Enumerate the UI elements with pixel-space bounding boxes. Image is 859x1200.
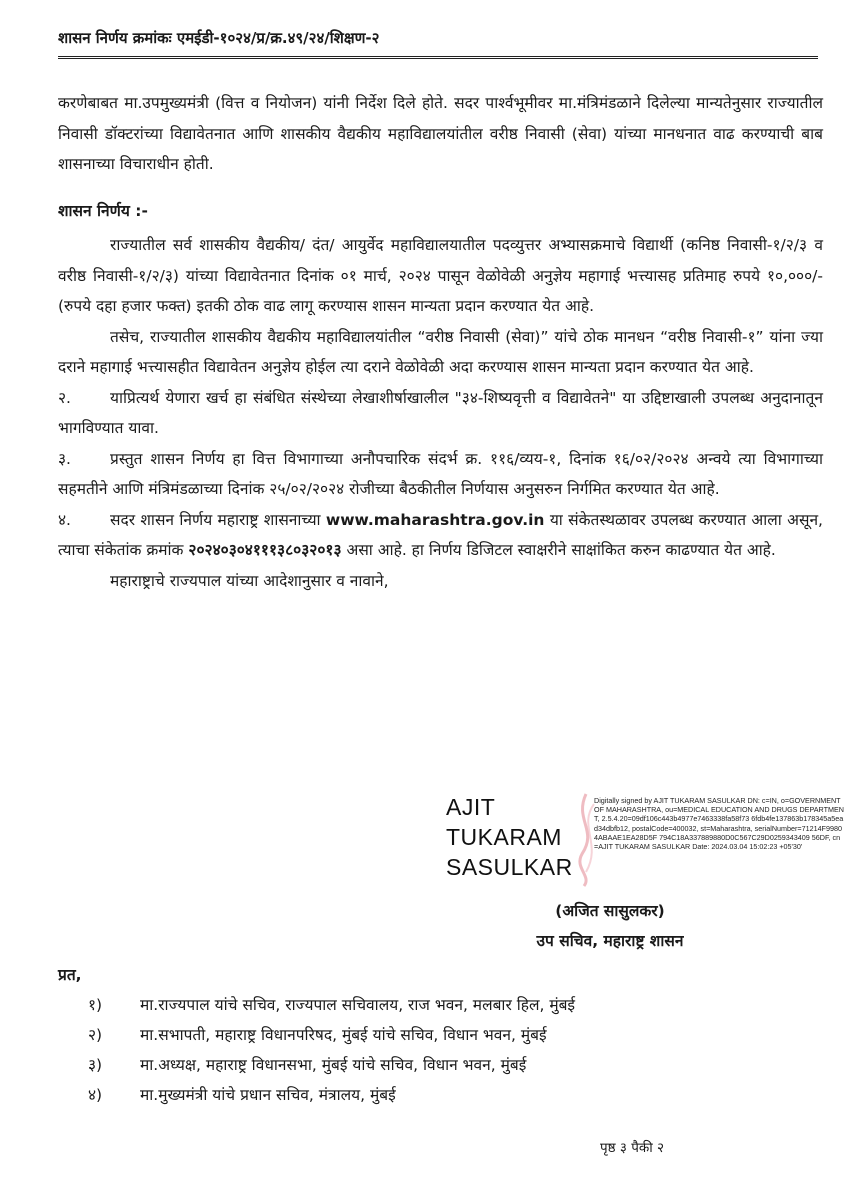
page-number: पृष्ठ ३ पैकी २: [600, 1140, 665, 1156]
item-number: ३.: [58, 449, 71, 468]
decision-item-3: [58, 444, 823, 505]
document-reference-header: शासन निर्णय क्रमांकः एमईडी-१०२४/प्र/क्र.४९/२४/शिक्षण-२: [58, 28, 818, 59]
website-link[interactable]: www.maharashtra.gov.in: [325, 510, 545, 529]
decision-item-4: [58, 505, 823, 566]
list-number: ३): [88, 1056, 103, 1074]
signer-name: [446, 792, 573, 882]
decision-heading: शासन निर्णय :-: [58, 201, 148, 220]
list-number: १): [88, 996, 103, 1014]
decision-paragraph-2: तसेच, राज्यातील शासकीय वैद्यकीय महाविद्यालयांतील “वरीष्ठ निवासी (सेवा)” यांचे ठोक मानधन “वरीष्ठ निवासी-१” यांना ज्या दराने महागाई भत्त्यासहीत विद्यावेतन अनुज्ञेय होईल त्या दराने वेळोवेळी अदा करण्यास शासन मान्यता प्रदान करण्यात येत आहे.: [58, 327, 823, 376]
item-text: या संकेतस्थळावर उपलब्ध करण्यात आला असून, त्याचा संकेतांक क्रमांक: [58, 510, 823, 559]
signatory-name: (अजित सासुलकर): [555, 902, 665, 920]
list-item: [58, 1050, 818, 1080]
item-text: प्रस्तुत शासन निर्णय हा वित्त विभागाच्या अनौपचारिक संदर्भ क्र. ११६/व्यय-१, दिनांक १६/०२/२०२४ अन्वये त्या विभागाच्या सहमतीने आणि मंत्रिमंडळाच्या दिनांक २५/०२/२०२४ रोजीच्या बैठकीतील निर्णयास अनुसरुन निर्गमित करण्यात येत आहे.: [58, 449, 823, 498]
item-text: याप्रित्यर्थ येणारा खर्च हा संबंधित संस्थेच्या लेखाशीर्षाखालील "३४-शिष्यवृत्ती व विद्यावेतने" या उद्दिष्टाखाली उपलब्ध अनुदानातून भागविण्यात यावा.: [58, 388, 823, 437]
list-text: मा.मुख्यमंत्री यांचे प्रधान सचिव, मंत्रालय, मुंबई: [140, 1086, 396, 1104]
signer-name-line: SASULKAR: [446, 854, 573, 880]
decision-item-2: [58, 383, 823, 444]
decision-paragraph-1: राज्यातील सर्व शासकीय वैद्यकीय/ दंत/ आयुर्वेद महाविद्यालयातील पदव्युत्तर अभ्यासक्रमाचे विद्यार्थी (कनिष्ठ निवासी-१/२/३ व वरीष्ठ निवासी-१/२/३) यांच्या विद्यावेतनात दिनांक ०१ मार्च, २०२४ पासून वेळोवेळी अनुज्ञेय महागाई भत्त्यासह प्रतिमाह रुपये १०,०००/- (रुपये दहा हजार फक्त) इतकी ठोक वाढ लागू करण्यास शासन मान्यता प्रदान करण्यात येत आहे.: [58, 236, 823, 315]
intro-paragraph: करणेबाबत मा.उपमुख्यमंत्री (वित्त व नियोजन) यांनी निर्देश दिले होते. सदर पार्श्वभूमीवर मा.मंत्रिमंडळाने दिलेल्या मान्यतेनुसार राज्यातील निवासी डॉक्टरांच्या विद्यावेतनात आणि शासकीय वैद्यकीय महाविद्यालयांतील वरीष्ठ निवासी (सेवा) यांच्या मानधनात वाढ करण्याची बाब शासनाच्या विचाराधीन होती.: [58, 94, 823, 173]
list-number: ४): [88, 1086, 103, 1104]
list-item: [58, 1080, 818, 1110]
closing-line: महाराष्ट्राचे राज्यपाल यांच्या आदेशानुसार व नावाने,: [110, 571, 389, 590]
list-item: [58, 1020, 818, 1050]
signer-name-line: AJIT: [446, 794, 496, 820]
item-text: सदर शासन निर्णय महाराष्ट्र शासनाच्या: [110, 510, 321, 529]
list-number: २): [88, 1026, 103, 1044]
digital-signature-details: Digitally signed by AJIT TUKARAM SASULKAR DN: c=IN, o=GOVERNMENT OF MAHARASHTRA, ou=MEDICAL EDUCATION AND DRUGS DEPARTMENT, 2.5.4.20=09df106c443b4977e7463338fa58f73 6fdb4fe137863b178345a5ead34dbfb12, postalCode=400032, st=Maharashtra, serialNumber=71214F99804ABAAE1EA28D5F 794C18A337889880D0C567C29D0259343409 56DF, cn=AJIT TUKARAM SASULKAR Date: 2024.03.04 15:02:23 +05'30': [594, 796, 844, 852]
item-number: ४.: [58, 510, 71, 529]
copy-title: प्रत,: [58, 966, 82, 984]
list-item: [58, 990, 818, 1020]
item-text: असा आहे. हा निर्णय डिजिटल स्वाक्षरीने साक्षांकित करुन काढण्यात येत आहे.: [346, 541, 776, 559]
list-text: मा.राज्यपाल यांचे सचिव, राज्यपाल सचिवालय, राज भवन, मलबार हिल, मुंबई: [140, 996, 576, 1014]
copy-to-list: [58, 960, 818, 1110]
signer-name-line: TUKARAM: [446, 824, 562, 850]
reference-code: २०२४०३०४१११३८०३२०१३: [188, 541, 342, 559]
signatory-block: [480, 896, 740, 956]
list-text: मा.सभापती, महाराष्ट्र विधानपरिषद, मुंबई यांचे सचिव, विधान भवन, मुंबई: [140, 1026, 547, 1044]
item-number: २.: [58, 388, 71, 407]
signatory-title: उप सचिव, महाराष्ट्र शासन: [536, 932, 684, 950]
list-text: मा.अध्यक्ष, महाराष्ट्र विधानसभा, मुंबई यांचे सचिव, विधान भवन, मुंबई: [140, 1056, 527, 1074]
document-body: [58, 88, 823, 596]
